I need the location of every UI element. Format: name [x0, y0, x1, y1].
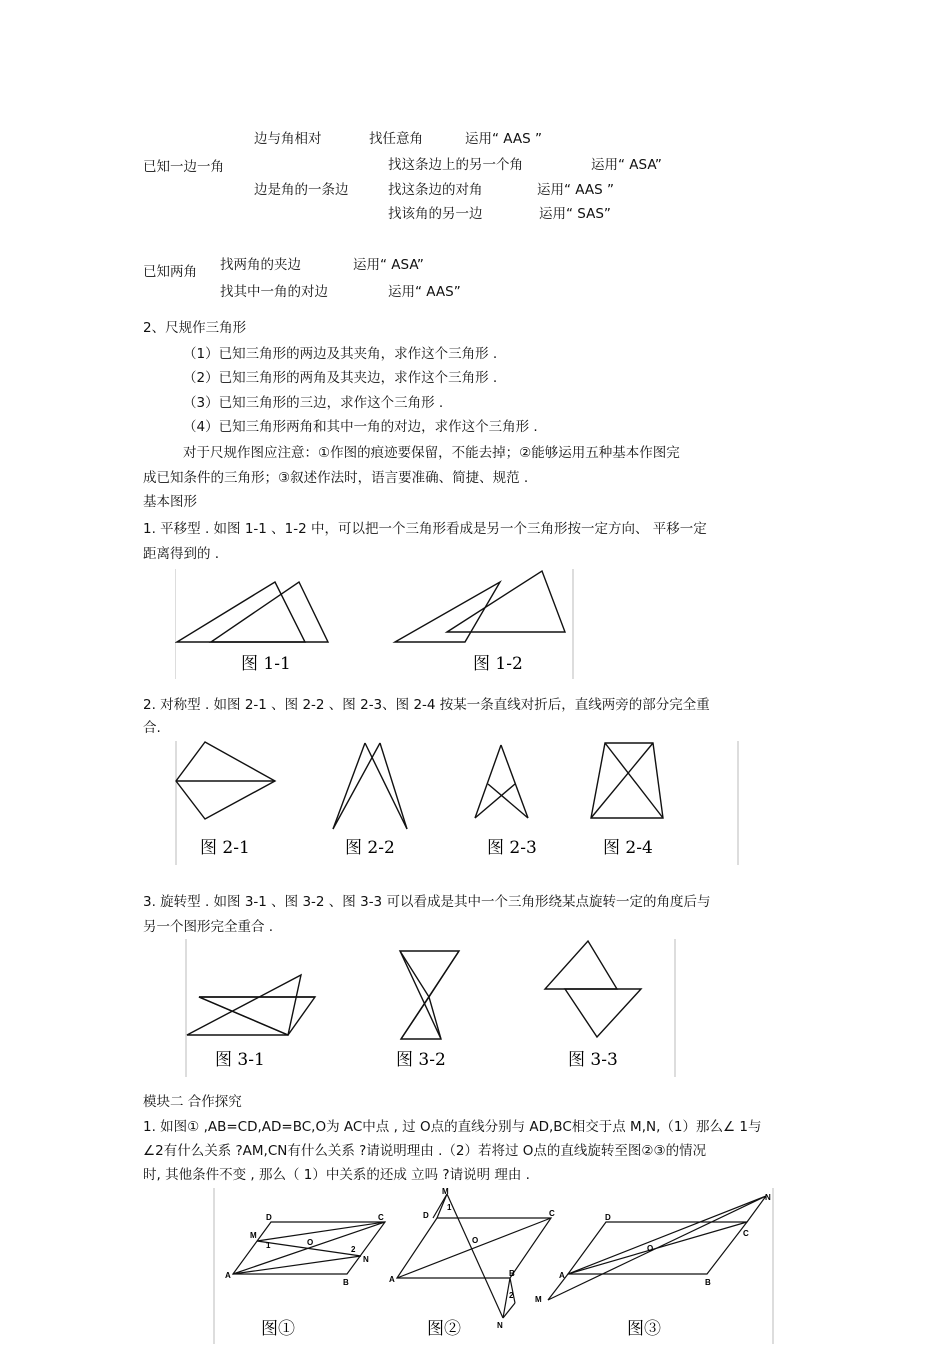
construction-item-3: （3）已知三角形的三边，求作这个三角形 .	[183, 395, 444, 411]
label-angle-1-fig2: 1	[447, 1203, 452, 1212]
text-use-asa-2: 运用“ ASA”	[353, 257, 424, 273]
label-b-2: B	[509, 1269, 515, 1278]
text-find-included-side: 找两角的夹边	[220, 257, 301, 273]
fig-3-3-caption: 图 3-3	[568, 1050, 618, 1070]
shape-3-2	[400, 951, 459, 1039]
label-o-1: O	[307, 1238, 314, 1247]
label-o-3: O	[647, 1244, 654, 1253]
label-n-2: N	[497, 1321, 503, 1330]
figure-cooperative	[213, 1188, 775, 1344]
label-c-1: C	[378, 1213, 384, 1222]
label-m-3: M	[535, 1295, 542, 1304]
label-a-3: A	[559, 1271, 565, 1280]
text-edge-is-side: 边是角的一条边	[254, 182, 349, 198]
label-n-1: N	[363, 1255, 369, 1264]
label-angle-2-fig1: 2	[351, 1245, 356, 1254]
text-find-opposite-side: 找其中一角的对边	[220, 284, 328, 300]
text-find-other-angle: 找这条边上的另一个角	[388, 157, 523, 173]
text-use-sas: 运用“ SAS”	[539, 206, 611, 222]
shape-3-3	[545, 941, 641, 1037]
construction-item-4: （4）已知三角形两角和其中一角的对边，求作这个三角形 .	[183, 419, 538, 435]
label-m-2: M	[442, 1188, 449, 1196]
figure-1-parallelogram	[233, 1222, 385, 1274]
label-d-1: D	[266, 1213, 272, 1222]
text-use-aas-1: 运用“ AAS ”	[465, 131, 542, 147]
construction-heading: 2、尺规作三角形	[143, 320, 247, 336]
shape-2-3	[475, 745, 528, 818]
figure-translation	[175, 569, 575, 679]
text-use-aas-3: 运用“ AAS”	[388, 284, 461, 300]
construction-note-2: 成已知条件的三角形；③叙述作法时，语言要准确、简捷、规范 .	[143, 470, 529, 486]
figure-3-parallelogram	[548, 1196, 766, 1300]
label-o-2: O	[472, 1236, 479, 1245]
triangle-pair-1-1	[177, 582, 328, 642]
text-use-aas-2: 运用“ AAS ”	[537, 182, 614, 198]
label-d-3: D	[605, 1213, 611, 1222]
basic-shapes-heading: 基本图形	[143, 494, 197, 510]
construction-item-1: （1）已知三角形的两边及其夹角，求作这个三角形 .	[183, 346, 498, 362]
text-edge-angle-opposite: 边与角相对	[254, 131, 322, 147]
question-1-line-3: 时, 其他条件不变 , 那么（ 1）中关系的还成 立吗 ?请说明 理由 .	[143, 1167, 530, 1183]
symmetry-text-1: 2. 对称型 . 如图 2-1 、图 2-2 、图 2-3、图 2-4 按某一条直线对折后，直线两旁的部分完全重	[143, 697, 710, 713]
translation-text-2: 距离得到的 .	[143, 546, 220, 562]
text-known-two-angles: 已知两角	[143, 264, 197, 280]
figure-2-parallelogram	[397, 1194, 551, 1318]
fig-2-2-caption: 图 2-2	[345, 838, 395, 858]
rotation-text-1: 3. 旋转型 . 如图 3-1 、图 3-2 、图 3-3 可以看成是其中一个三角形绕某点旋转一定的角度后与	[143, 894, 711, 910]
figure-rotation	[185, 939, 677, 1077]
fig-1-2-caption: 图 1-2	[473, 654, 523, 674]
label-d-2: D	[423, 1211, 429, 1220]
fig-3-1-caption: 图 3-1	[215, 1050, 265, 1070]
shape-2-1	[176, 742, 275, 819]
construction-item-2: （2）已知三角形的两角及其夹边，求作这个三角形 .	[183, 370, 498, 386]
fig-1-1-caption: 图 1-1	[241, 654, 291, 674]
fig-2-1-caption: 图 2-1	[200, 838, 250, 858]
text-find-other-side: 找该角的另一边	[388, 206, 483, 222]
text-find-any-angle: 找任意角	[369, 131, 423, 147]
text-known-side-angle: 已知一边一角	[143, 159, 224, 175]
fig-c-caption: 图③	[627, 1319, 661, 1339]
shape-2-2	[333, 743, 407, 829]
symmetry-text-2: 合.	[143, 720, 161, 736]
fig-3-2-caption: 图 3-2	[396, 1050, 446, 1070]
module2-heading: 模块二 合作探究	[143, 1094, 242, 1110]
text-use-asa-1: 运用“ ASA”	[591, 157, 662, 173]
label-b-3: B	[705, 1278, 711, 1287]
label-a-2: A	[389, 1275, 395, 1284]
fig-b-caption: 图②	[427, 1319, 461, 1339]
text-find-opposite-angle: 找这条边的对角	[388, 182, 483, 198]
label-m-1: M	[250, 1231, 257, 1240]
label-angle-1-fig1: 1	[266, 1241, 271, 1250]
question-1-line-2: ∠2有什么关系 ?AM,CN有什么关系 ?请说明理由 .（2）若将过 O点的直线旋转至图②③的情况	[143, 1143, 707, 1159]
label-a-1: A	[225, 1271, 231, 1280]
figure-symmetry	[175, 741, 741, 865]
question-1-line-1: 1. 如图① ,AB=CD,AD=BC,O为 AC中点 , 过 O点的直线分别与 AD,BC相交于点 M,N,（1）那么∠ 1与	[143, 1119, 762, 1135]
rotation-text-2: 另一个图形完全重合 .	[143, 919, 274, 935]
shape-3-1	[187, 975, 315, 1035]
triangle-pair-1-2	[395, 571, 565, 642]
construction-note-1: 对于尺规作图应注意：①作图的痕迹要保留，不能去掉；②能够运用五种基本作图完	[183, 445, 680, 461]
label-c-2: C	[549, 1209, 555, 1218]
fig-2-4-caption: 图 2-4	[603, 838, 653, 858]
fig-a-caption: 图①	[261, 1319, 295, 1339]
label-n-3: N	[765, 1193, 771, 1202]
label-angle-2-fig2: 2	[509, 1291, 514, 1300]
label-b-1: B	[343, 1278, 349, 1287]
translation-text-1: 1. 平移型 . 如图 1-1 、1-2 中，可以把一个三角形看成是另一个三角形按一定方向、 平移一定	[143, 521, 707, 537]
fig-2-3-caption: 图 2-3	[487, 838, 537, 858]
label-c-3: C	[743, 1229, 749, 1238]
shape-2-4	[591, 743, 663, 818]
